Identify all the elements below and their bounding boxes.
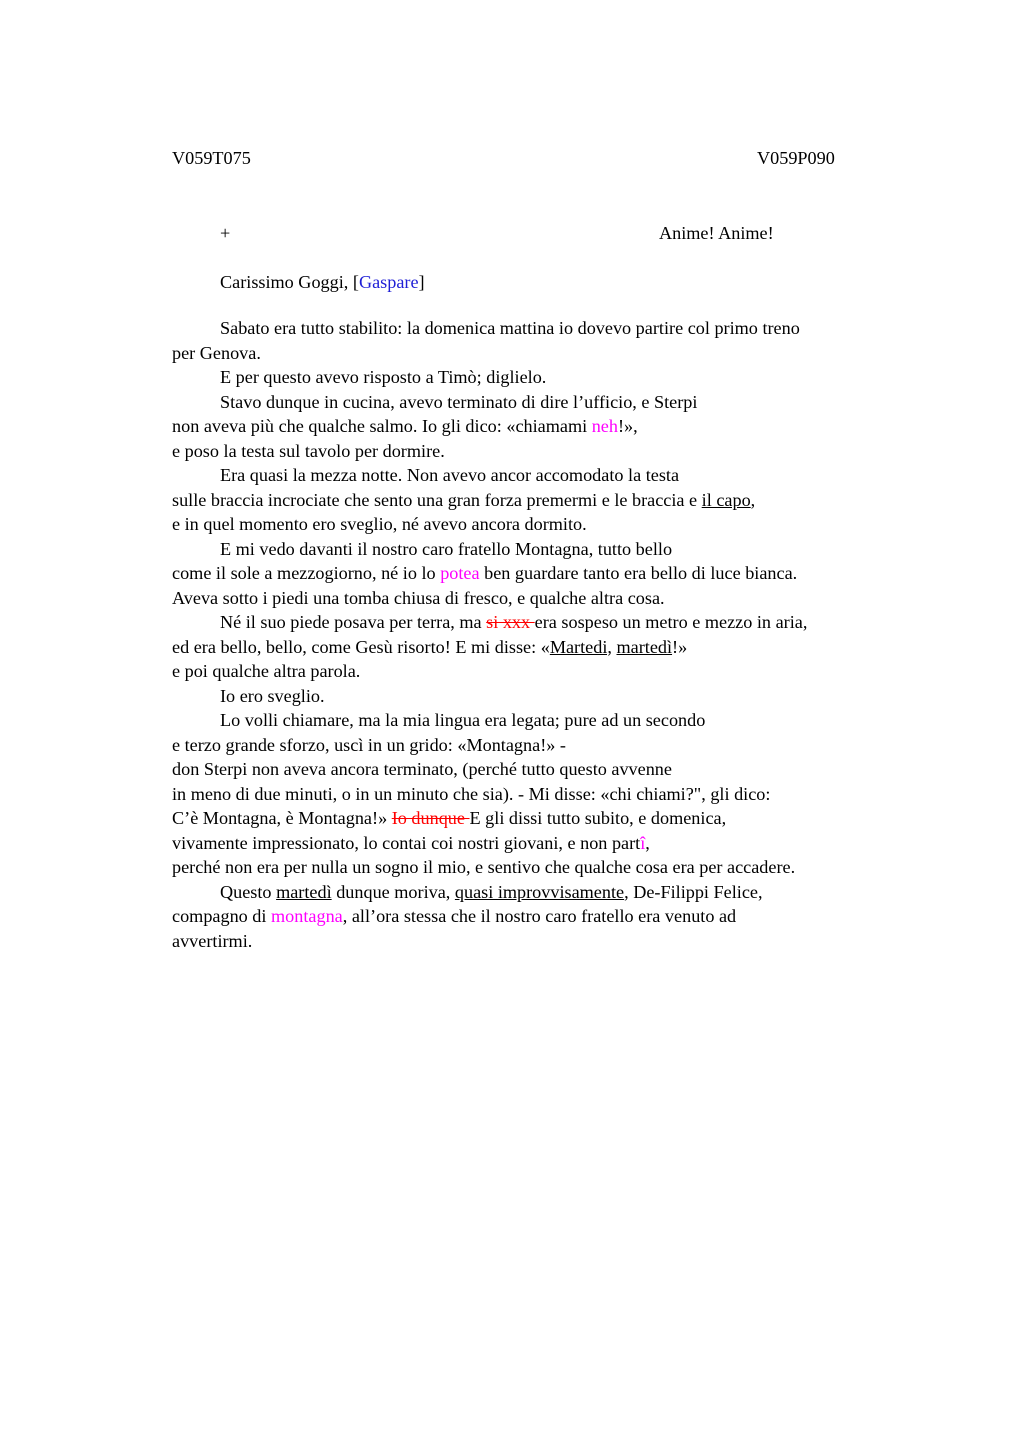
salutation-suffix: ]: [418, 272, 425, 292]
text-line: non aveva più che qualche salmo. Io gli dico: «chiamami neh!»,: [172, 416, 638, 436]
text-line: C’è Montagna, è Montagna!» Io dunque E gli dissi tutto subito, e domenica,: [172, 808, 727, 828]
text-line: Questo martedì dunque moriva, quasi improvvisamente, De-Filippi Felice,: [220, 881, 763, 902]
text-line: come il sole a mezzogiorno, né io lo potea ben guardare tanto era bello di luce bianca.: [172, 563, 798, 583]
motto-heading: Anime! Anime!: [659, 223, 774, 243]
inserted-text: neh: [591, 416, 618, 436]
text-line: Era quasi la mezza notte. Non avevo ancor accomodato la testa: [220, 465, 680, 485]
document-code-left: V059T075: [172, 148, 251, 168]
inserted-text: potea: [440, 563, 480, 583]
text-line: Lo volli chiamare, ma la mia lingua era legata; pure ad un secondo: [220, 710, 706, 730]
deleted-text: si xxx: [486, 612, 535, 632]
cross-mark: +: [220, 223, 231, 243]
underlined-text: martedì: [276, 881, 332, 902]
text-line: Stavo dunque in cucina, avevo terminato di dire l’ufficio, e Sterpi: [220, 391, 698, 412]
text-line: ed era bello, bello, come Gesù risorto! E mi disse: «Martedi, martedì!»: [172, 636, 688, 657]
text-line: don Sterpi non aveva ancora terminato, (perché tutto questo avvenne: [172, 759, 672, 779]
underlined-text: martedì: [616, 636, 673, 657]
text-line: E mi vedo davanti il nostro caro fratello Montagna, tutto bello: [220, 538, 673, 559]
underlined-text: il capo: [701, 489, 751, 510]
text-line: sulle braccia incrociate che sento una gran forza premermi e le braccia e il capo,: [172, 489, 756, 510]
text-line: e in quel momento ero sveglio, né avevo ancora dormito.: [172, 514, 587, 534]
text-line: avvertirmi.: [172, 930, 253, 951]
text-line: vivamente impressionato, lo contai coi nostri giovani, e non partî,: [172, 832, 650, 853]
editorial-name-insertion: Gaspare: [358, 272, 419, 292]
text-line: Sabato era tutto stabilito: la domenica mattina io dovevo partire col primo treno: [220, 318, 800, 338]
letter-body: [172, 316, 902, 953]
underlined-text: Martedi,: [549, 636, 612, 657]
salutation: [220, 273, 425, 291]
text-line: e terzo grande sforzo, uscì in un grido: «Montagna!» -: [172, 734, 566, 755]
text-line: Io ero sveglio.: [220, 685, 325, 706]
salutation-prefix: Carissimo Goggi, [: [220, 272, 359, 292]
text-line: Né il suo piede posava per terra, ma si xxx era sospeso un metro e mezzo in aria,: [220, 612, 808, 632]
text-line: e poi qualche altra parola.: [172, 661, 361, 681]
inserted-text: î: [640, 832, 646, 853]
text-line: perché non era per nulla un sogno il mio, e sentivo che qualche cosa era per accadere.: [172, 857, 796, 877]
text-line: per Genova.: [172, 342, 261, 363]
deleted-text: Io dunque: [391, 808, 470, 828]
document-code-right: V059P090: [757, 148, 835, 168]
text-line: compagno di montagna, all’ora stessa che il nostro caro fratello era venuto ad: [172, 906, 737, 926]
inserted-text: montagna: [271, 906, 343, 926]
text-line: in meno di due minuti, o in un minuto che sia). - Mi disse: «chi chiami?", gli dico:: [172, 783, 771, 804]
underlined-text: quasi improvvisamente: [454, 881, 625, 902]
text-line: E per questo avevo risposto a Timò; diglielo.: [220, 367, 547, 387]
text-line: e poso la testa sul tavolo per dormire.: [172, 440, 445, 461]
text-line: Aveva sotto i piedi una tomba chiusa di fresco, e qualche altra cosa.: [172, 587, 665, 608]
